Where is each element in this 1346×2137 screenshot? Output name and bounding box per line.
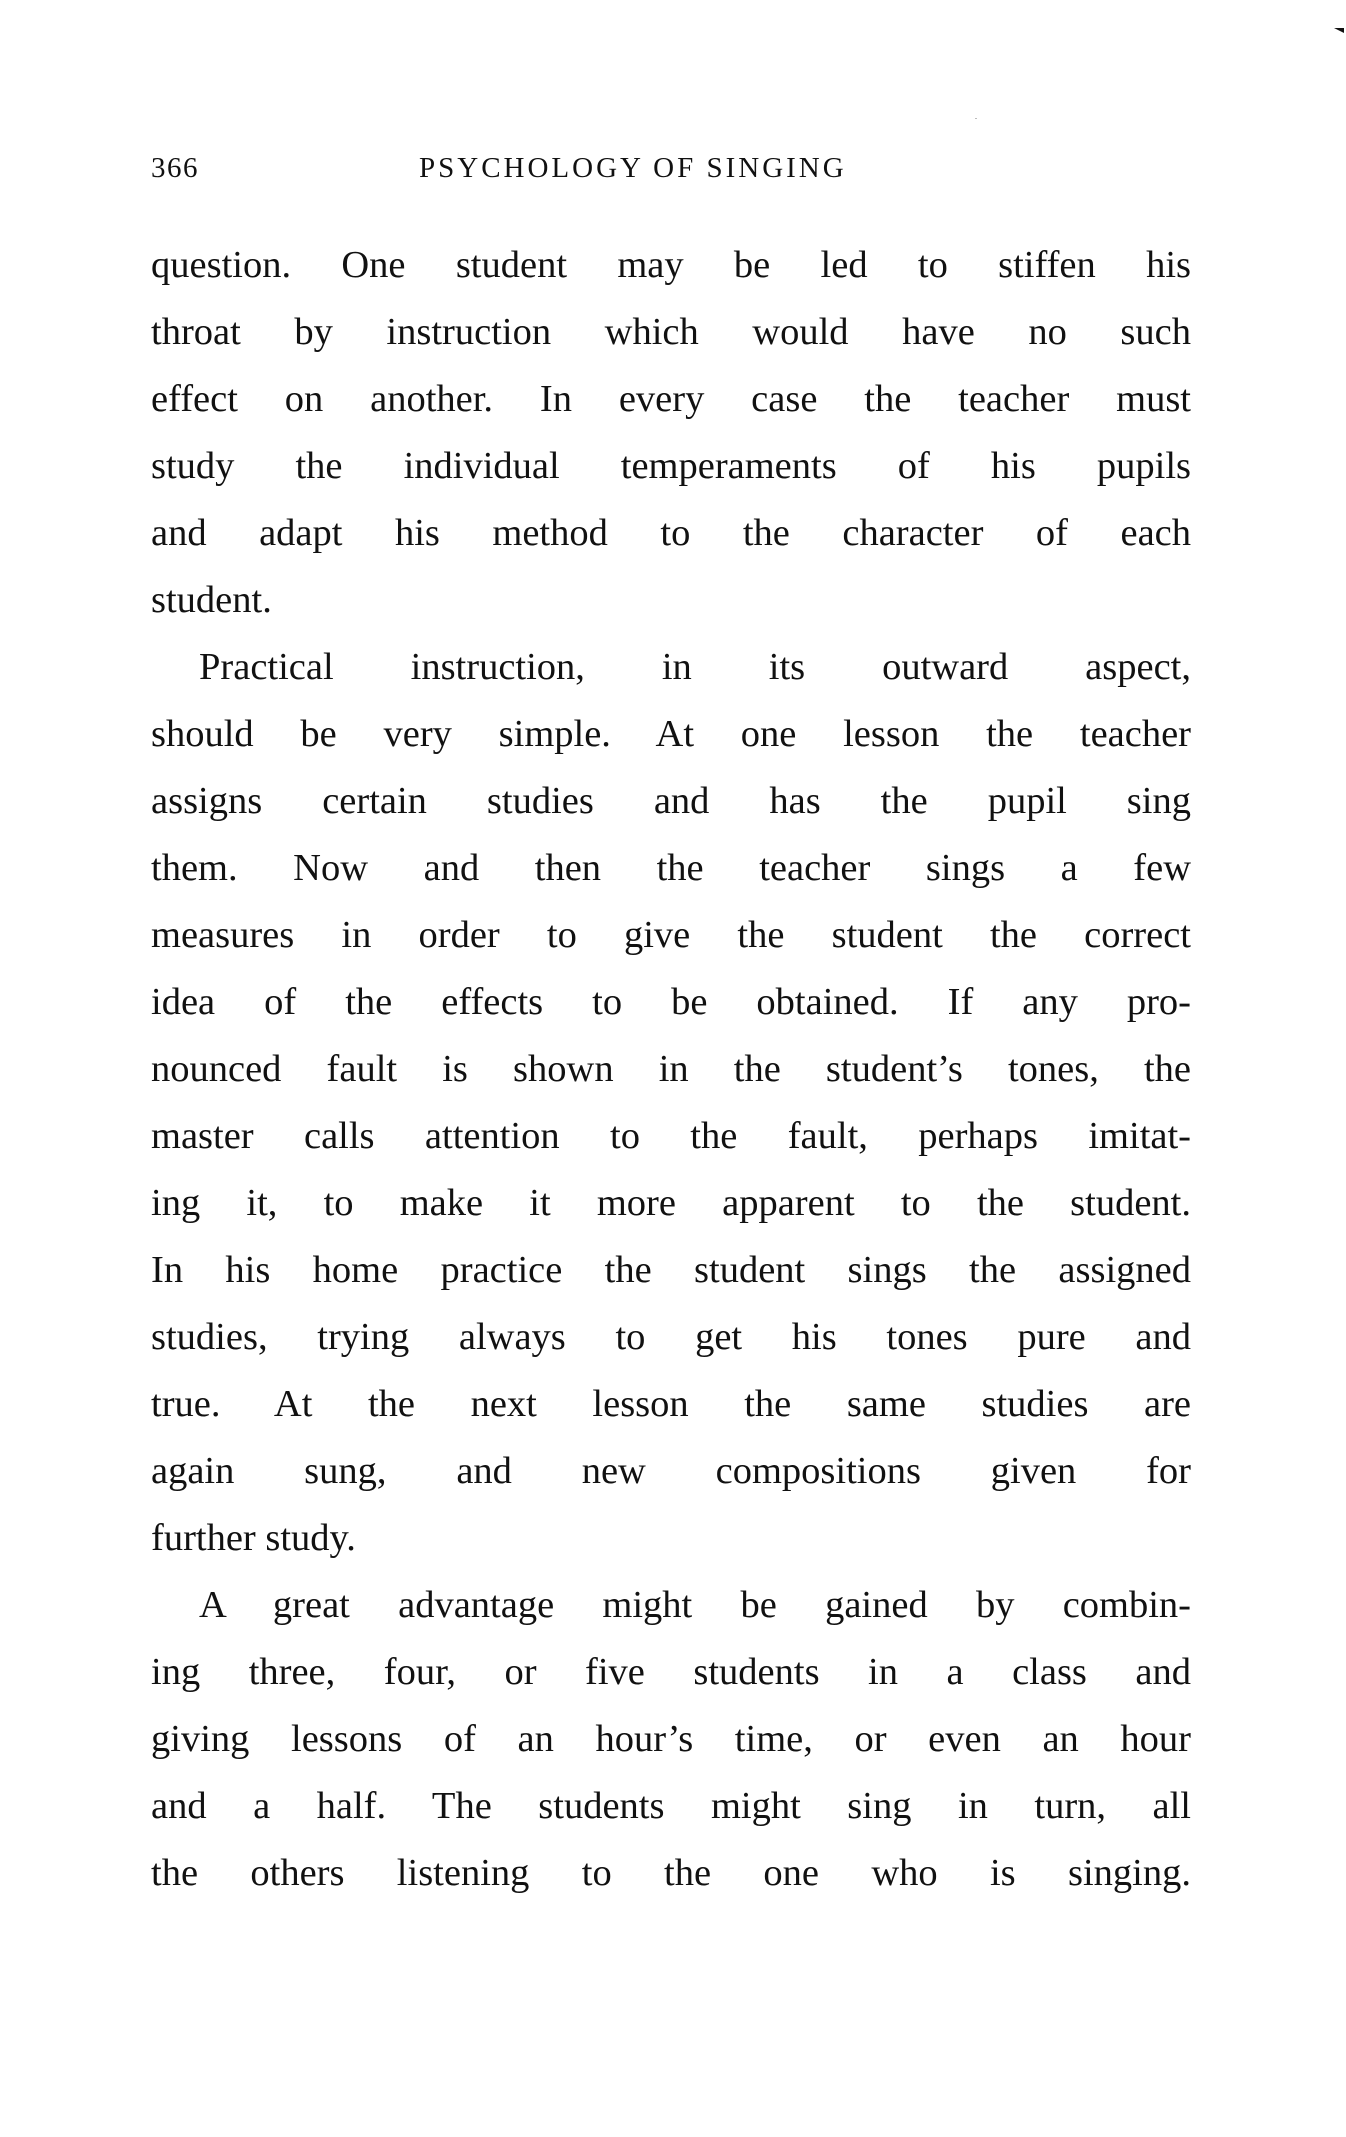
text-line: effect on another. In every case the teacher must: [151, 378, 1191, 420]
text-line: and adapt his method to the character of each: [151, 512, 1191, 554]
text-line: assigns certain studies and has the pupil sing: [151, 780, 1191, 822]
text-line: again sung, and new compositions given for: [151, 1450, 1191, 1492]
text-line: should be very simple. At one lesson the teacher: [151, 713, 1191, 755]
text-line: Practical instruction, in its outward aspect,: [199, 646, 1191, 688]
text-line: giving lessons of an hour’s time, or even an hour: [151, 1718, 1191, 1760]
text-line: In his home practice the student sings the assigned: [151, 1249, 1191, 1291]
text-line: A great advantage might be gained by combin-: [199, 1584, 1191, 1626]
text-line: ing three, four, or five students in a class and: [151, 1651, 1191, 1693]
page-header: [151, 152, 1191, 192]
text-line: idea of the effects to be obtained. If any pro-: [151, 981, 1191, 1023]
text-line: true. At the next lesson the same studies are: [151, 1383, 1191, 1425]
text-line: studies, trying always to get his tones pure and: [151, 1316, 1191, 1358]
text-line: nounced fault is shown in the student’s tones, the: [151, 1048, 1191, 1090]
text-line: the others listening to the one who is singing.: [151, 1852, 1191, 1894]
text-line: throat by instruction which would have no such: [151, 311, 1191, 353]
text-line: study the individual temperaments of his pupils: [151, 445, 1191, 487]
text-line: student.: [151, 579, 272, 621]
text-line: them. Now and then the teacher sings a few: [151, 847, 1191, 889]
text-line: question. One student may be led to stiffen his: [151, 244, 1191, 286]
text-line: and a half. The students might sing in turn, all: [151, 1785, 1191, 1827]
text-line: measures in order to give the student the correct: [151, 914, 1191, 956]
running-title: PSYCHOLOGY OF SINGING: [419, 152, 847, 184]
text-line: master calls attention to the fault, perhaps imitat-: [151, 1115, 1191, 1157]
page-number: 366: [151, 152, 199, 184]
text-line: further study.: [151, 1517, 356, 1559]
body-text: [151, 232, 1191, 1907]
scan-corner-mark: [1334, 28, 1344, 33]
text-line: ing it, to make it more apparent to the student.: [151, 1182, 1191, 1224]
scan-speck: [975, 118, 977, 119]
